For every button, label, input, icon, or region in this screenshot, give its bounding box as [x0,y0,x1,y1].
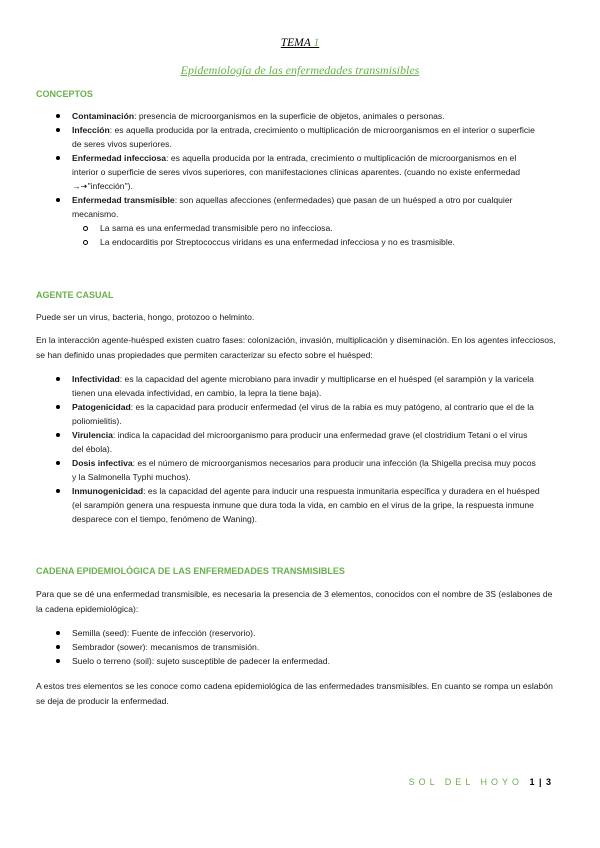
agente-paragraph: En la interacción agente-huésped existen cuatro fases: colonización, invasión, multiplicación y diseminación. En los agentes infecciosos, se han definido unas propiedades que permiten caracterizar su efecto sobre el huésped: [36,335,556,360]
list-item [0,372,540,400]
list-item [0,428,540,456]
term: Dosis infectiva [72,458,133,468]
title-number: 1 [313,37,320,49]
section-heading-cadena: CADENA EPIDEMIOLÓGICA DE LAS ENFERMEDADES TRANSMISIBLES [36,566,345,576]
term: Infectividad [72,374,120,384]
term: Patogenicidad [72,402,131,412]
definition: : son aquellas afecciones (enfermedades) que pasan de un huésped a otro por cualquier mecanismo. [72,195,513,219]
list-item [0,456,540,484]
page-title [0,37,600,49]
section-heading-agente: AGENTE CASUAL [36,290,114,300]
list-item [0,654,540,668]
list-item [0,123,540,151]
hollow-bullet-icon [83,226,88,231]
cadena-list [0,626,540,668]
bullet-icon [56,631,60,635]
term: Infección [72,125,110,135]
bullet-icon [56,461,60,465]
example-text: La sarna es una enfermedad transmisible pero no infecciosa. [100,223,333,233]
list-item [0,193,540,249]
list-item [0,640,540,654]
element-text: Sembrador (sower): mecanismos de transmisión. [72,642,260,652]
cadena-intro: Para que se dé una enfermedad transmisible, es necesaria la presencia de 3 elementos, conocidos con el nombre de 3S (eslabones de la cadena epidemiológica): [36,589,553,614]
term: Enfermedad transmisible [72,195,175,205]
list-item [0,626,540,640]
list-item [0,400,540,428]
term: Contaminación [72,111,135,121]
conceptos-sublist [72,221,540,249]
sub-list-item [0,235,540,249]
bullet-icon [56,198,60,202]
list-item [0,109,540,123]
definition: : presencia de microorganismos en la superficie de objetos, animales o personas. [134,111,445,121]
term: Inmunogenicidad [72,486,144,496]
definition: : es la capacidad del agente microbiano para invadir y multiplicarse en el huésped (el sarampión y la varicela tienen una elevada infectividad, en cambio, la lepra la tiene baja). [72,374,534,398]
sub-list-item [0,221,540,235]
bullet-icon [56,659,60,663]
definition: : es el número de microorganismos necesarios para producir una infección (la Shigella precisa muy pocos y la Salmonella Typhi muchos). [72,458,536,482]
bullet-icon [56,489,60,493]
element-text: Semilla (seed): Fuente de infección (reservorio). [72,628,256,638]
section-heading-conceptos: CONCEPTOS [36,89,93,99]
definition: : es aquella producida por la entrada, crecimiento o multiplicación de microorganismos en el interior o superficie de seres vivos superiores. [72,125,535,149]
bullet-icon [56,433,60,437]
title-text: TEMA [280,37,314,49]
bullet-icon [56,128,60,132]
term: Virulencia [72,430,113,440]
element-text: Suelo o terreno (soil): sujeto susceptible de padecer la enfermedad. [72,656,330,666]
bullet-icon [56,405,60,409]
footer-author: SOL DEL HOYO [408,777,523,787]
page-footer [409,777,552,787]
bullet-icon [56,114,60,118]
agente-list [0,372,540,526]
term: Enfermedad infecciosa [72,153,167,163]
page-number: 1 | 3 [529,777,552,787]
definition: : es la capacidad del agente para inducir una respuesta inmunitaria específica y duradera en el huésped (el sarampión genera una respuesta inmune que dura toda la vida, en cambio en el virus de la gripe, la respuesta inmune desparece con el tiempo, fenómeno de Waning). [72,486,540,524]
bullet-icon [56,377,60,381]
bullet-icon [56,645,60,649]
definition: : es la capacidad para producir enfermedad (el virus de la rabia es muy patógeno, al contrario que el de la poliomielitis). [72,402,534,426]
bullet-icon [56,156,60,160]
cadena-closing: A estos tres elementos se les conoce como cadena epidemiológica de las enfermedades transmisibles. En cuanto se rompa un eslabón se deja de producir la enfermedad. [36,681,553,706]
definition: : es aquella producida por la entrada, crecimiento o multiplicación de microorganismos en el interior o superficie de seres vivos superiores, con manifestaciones clínicas aparentes. (cuando no existe enfermedad →🠆"infección"). [72,153,521,191]
agente-intro: Puede ser un virus, bacteria, hongo, protozoo o helminto. [36,312,255,322]
definition: : indica la capacidad del microorganismo para producir una enfermedad grave (el clostridium Tetani o el virus del ébola). [72,430,528,454]
list-item [0,484,540,526]
example-text: La endocarditis por Streptococcus viridans es una enfermedad infecciosa y no es trasmisible. [100,237,455,247]
hollow-bullet-icon [83,240,88,245]
conceptos-list [0,109,540,249]
page-subtitle: Epidemiología de las enfermedades transmisibles [180,63,420,77]
list-item [0,151,540,193]
